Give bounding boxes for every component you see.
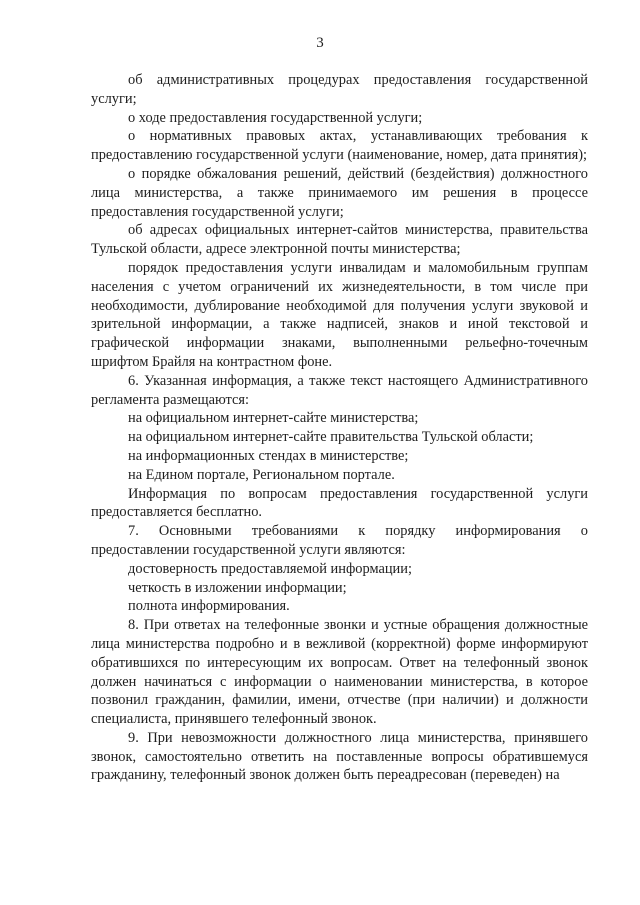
paragraph-item-7: 7. Основными требованиями к порядку информирования о предоставлении государственной услуги являются:	[91, 523, 588, 558]
paragraph-website-addresses: об адресах официальных интернет-сайтов министерства, правительства Тульской области, адресе электронной почты министерства;	[91, 222, 588, 258]
page-number: 3	[316, 35, 324, 51]
paragraph-accessibility: порядок предоставления услуги инвалидам и маломобильным группам населения с учетом ограничений их жизнедеятельности, в том числе при необходимости, дублирование необходимой для получения услуги звуковой и зрительной информации, а также надписей, знаков и иной текстовой и графической информации знаками, выполненными рельефно-точечным шрифтом Брайля на контрастном фоне.	[91, 259, 588, 370]
paragraph-service-progress: о ходе предоставления государственной услуги;	[128, 109, 423, 126]
paragraph-administrative-procedures: об административных процедурах предоставления государственной услуги;	[91, 72, 588, 107]
document-body	[91, 71, 588, 785]
paragraph-normative-acts: о нормативных правовых актах, устанавливающих требования к предоставлению государственной услуги (наименование, номер, дата принятия);	[91, 128, 588, 164]
list-item-government-site: на официальном интернет-сайте правительства Тульской области;	[128, 429, 534, 446]
list-item-completeness: полнота информирования.	[128, 598, 290, 615]
paragraph-free-information: Информация по вопросам предоставления государственной услуги предоставляется бесплатно.	[91, 485, 588, 521]
list-item-reliability: достоверность предоставляемой информации;	[128, 560, 412, 577]
paragraph-appeal-procedure: о порядке обжалования решений, действий (бездействия) должностного лица министерства, а также принимаемого им решения в процессе предоставления государственной услуги;	[91, 165, 588, 220]
paragraph-item-6: 6. Указанная информация, а также текст настоящего Административного регламента размещаются:	[91, 372, 588, 408]
paragraph-item-9: 9. При невозможности должностного лица министерства, принявшего звонок, самостоятельно ответить на поставленные вопросы обратившемуся гражданину, телефонный звонок должен быть переадресован (переведен) на	[91, 729, 588, 784]
paragraph-item-8: 8. При ответах на телефонные звонки и устные обращения должностные лица министерства подробно и в вежливой (корректной) форме информируют обратившихся по интересующим их вопросам. Ответ на телефонный звонок должен начинаться с информации о наименовании министерства, в которое позвонил гражданин, фамилии, имени, отчестве (при наличии) и должности специалиста, принявшего телефонный звонок.	[91, 617, 588, 728]
list-item-info-stands: на информационных стендах в министерстве;	[128, 447, 409, 464]
list-item-ministry-site: на официальном интернет-сайте министерства;	[128, 410, 419, 427]
list-item-portals: на Едином портале, Региональном портале.	[128, 466, 395, 483]
list-item-clarity: четкость в изложении информации;	[128, 579, 347, 596]
